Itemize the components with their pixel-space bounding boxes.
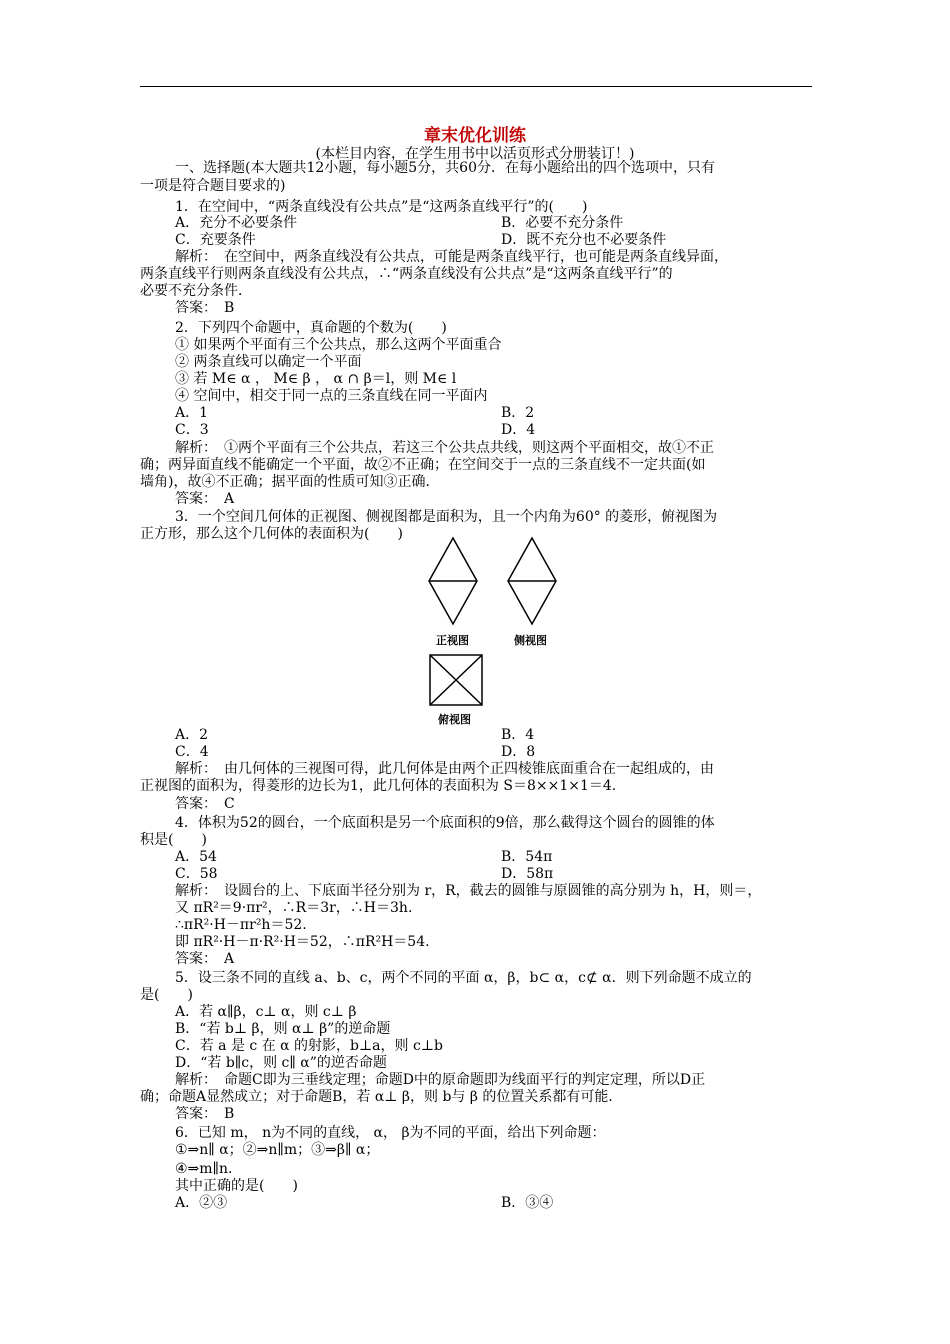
text-line: 答案： C xyxy=(175,796,235,812)
text-line: 答案： A xyxy=(175,491,235,507)
text-line: 正视图的面积为，得菱形的边长为1，此几何体的表面积为 S＝8××1×1＝4. xyxy=(140,778,617,794)
side-view-label: 侧视图 xyxy=(514,634,547,647)
text-line: C．4 xyxy=(175,744,209,760)
text-line: 确；两异面直线不能确定一个平面，故②不正确；在空间交于一点的三条直线不一定共面(如 xyxy=(140,457,706,473)
text-line: 一项是符合题目要求的) xyxy=(140,178,286,194)
text-line: 两条直线平行则两条直线没有公共点，∴“两条直线没有公共点”是“这两条直线平行”的 xyxy=(140,266,673,282)
text-line: B．54π xyxy=(501,849,553,865)
top-view-label: 俯视图 xyxy=(438,713,471,726)
text-line: ④⇒m∥n. xyxy=(175,1161,233,1177)
text-line: ∴πR²·H－πr²h＝52. xyxy=(175,917,307,933)
text-line: A．1 xyxy=(175,405,209,421)
text-line: 解析： 命题C即为三垂线定理；命题D中的原命题即为线面平行的判定定理，所以D正 xyxy=(175,1072,706,1088)
text-line: 即 πR²·H－π·R²·H＝52，∴πR²H＝54. xyxy=(175,934,430,950)
top-view-figure xyxy=(429,654,485,710)
text-line: 解析： ①两个平面有三个公共点，若这三个公共点共线，则这两个平面相交，故①不正 xyxy=(175,440,714,456)
front-view-label: 正视图 xyxy=(436,634,469,647)
text-line: 墙角)，故④不正确；据平面的性质可知③正确． xyxy=(140,474,440,490)
text-line: B．2 xyxy=(501,405,535,421)
text-line: 1．在空间中，“两条直线没有公共点”是“这两条直线平行”的( ) xyxy=(175,199,588,215)
text-line: 积是( ) xyxy=(140,832,207,848)
text-line: D．4 xyxy=(501,422,536,438)
text-line: C．若 a 是 c 在 α 的射影，b⊥a，则 c⊥b xyxy=(175,1038,443,1054)
text-line: 是( ) xyxy=(140,987,193,1003)
front-view-figure xyxy=(428,536,494,632)
text-line: ③ 若 M∈ α ， M∈ β ， α ∩ β＝l，则 M∈ l xyxy=(175,371,457,387)
text-line: C．58 xyxy=(175,866,218,882)
text-line: B．必要不充分条件 xyxy=(501,215,624,231)
text-line: A．②③ xyxy=(175,1195,228,1211)
text-line: 答案： B xyxy=(175,1106,235,1122)
text-line: A．充分不必要条件 xyxy=(175,215,298,231)
text-line: 一、选择题(本大题共12小题，每小题5分，共60分．在每小题给出的四个选项中，只有 xyxy=(175,160,715,176)
text-line: B．4 xyxy=(501,727,535,743)
text-line: ④ 空间中，相交于同一点的三条直线在同一平面内 xyxy=(175,388,488,404)
page-title: 章末优化训练 xyxy=(424,126,526,146)
text-line: C．3 xyxy=(175,422,209,438)
side-view-figure xyxy=(507,536,573,632)
text-line: ① 如果两个平面有三个公共点，那么这两个平面重合 xyxy=(175,337,502,353)
text-line: 3．一个空间几何体的正视图、侧视图都是面积为，且一个内角为60° 的菱形，俯视图为 xyxy=(175,509,718,525)
text-line: 答案： B xyxy=(175,300,235,316)
text-line: D．“若 b∥c，则 c∥ α”的逆否命题 xyxy=(175,1055,387,1071)
text-line: ② 两条直线可以确定一个平面 xyxy=(175,354,362,370)
text-line: 4．体积为52的圆台，一个底面积是另一个底面积的9倍，那么截得这个圆台的圆锥的体 xyxy=(175,815,715,831)
text-line: 5．设三条不同的直线 a、b、c，两个不同的平面 α，β，b⊂ α，c⊄ α．则下列命题不成立的 xyxy=(175,970,752,986)
text-line: 6．已知 m， n为不同的直线， α， β为不同的平面，给出下列命题： xyxy=(175,1125,606,1141)
text-line: D．8 xyxy=(501,744,536,760)
text-line: A．若 α∥β，c⊥ α，则 c⊥ β xyxy=(175,1004,357,1020)
text-line: 答案： A xyxy=(175,951,235,967)
text-line: 正方形，那么这个几何体的表面积为( ) xyxy=(140,526,403,542)
text-line: A．2 xyxy=(175,727,209,743)
text-line: 确；命题A显然成立；对于命题B，若 α⊥ β，则 b与 β 的位置关系都有可能． xyxy=(140,1089,623,1105)
text-line: 其中正确的是( ) xyxy=(175,1178,298,1194)
text-line: 又 πR²＝9·πr²，∴R＝3r，∴H＝3h. xyxy=(175,900,413,916)
text-line: 必要不充分条件． xyxy=(140,283,252,299)
text-line: 2．下列四个命题中，真命题的个数为( ) xyxy=(175,320,447,336)
text-line: C．充要条件 xyxy=(175,232,256,248)
page-subtitle: (本栏目内容，在学生用书中以活页形式分册装订！) xyxy=(315,146,635,162)
text-line: 解析： 由几何体的三视图可得，此几何体是由两个正四棱锥底面重合在一起组成的，由 xyxy=(175,761,714,777)
text-line: B．“若 b⊥ β，则 α⊥ β”的逆命题 xyxy=(175,1021,391,1037)
text-line: A．54 xyxy=(175,849,217,865)
text-line: 解析： 在空间中，两条直线没有公共点，可能是两条直线平行，也可能是两条直线异面， xyxy=(175,249,728,265)
text-line: ①⇒n∥ α；②⇒n∥m；③⇒β∥ α； xyxy=(175,1142,380,1158)
header-rule xyxy=(140,86,812,87)
text-line: 解析： 设圆台的上、下底面半径分别为 r，R，截去的圆锥与原圆锥的高分别为 h，H，则＝， xyxy=(175,883,762,899)
text-line: B．③④ xyxy=(501,1195,554,1211)
text-line: D．58π xyxy=(501,866,554,882)
text-line: D．既不充分也不必要条件 xyxy=(501,232,667,248)
